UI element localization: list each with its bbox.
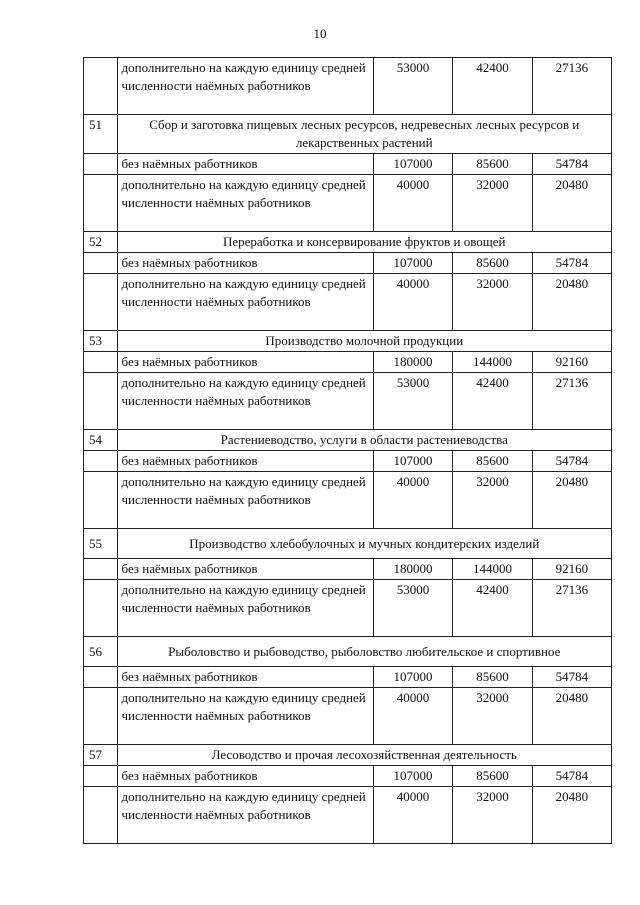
row-number-cell bbox=[84, 352, 118, 373]
value-col-1: 40000 bbox=[373, 688, 453, 745]
value-col-2: 32000 bbox=[453, 688, 533, 745]
value-col-1: 180000 bbox=[373, 559, 453, 580]
value-col-1: 40000 bbox=[373, 175, 453, 232]
row-number-cell bbox=[84, 274, 118, 331]
per-worker-row bbox=[84, 688, 612, 745]
section-number: 54 bbox=[84, 430, 118, 451]
value-col-3: 20480 bbox=[532, 787, 611, 844]
row-label: без наёмных работников bbox=[117, 154, 373, 175]
section-header-row bbox=[84, 529, 612, 559]
value-col-2: 42400 bbox=[453, 580, 533, 637]
value-col-3: 27136 bbox=[532, 58, 611, 115]
row-number-cell bbox=[84, 451, 118, 472]
value-col-2: 32000 bbox=[453, 472, 533, 529]
value-col-2: 85600 bbox=[453, 766, 533, 787]
per-worker-row bbox=[84, 58, 612, 115]
row-number-cell bbox=[84, 787, 118, 844]
value-col-3: 20480 bbox=[532, 688, 611, 745]
per-worker-row bbox=[84, 580, 612, 637]
value-col-1: 107000 bbox=[373, 253, 453, 274]
value-col-1: 107000 bbox=[373, 154, 453, 175]
row-label: дополнительно на каждую единицу средней численности наёмных работников bbox=[117, 58, 373, 115]
rates-table bbox=[83, 57, 612, 844]
row-number-cell bbox=[84, 175, 118, 232]
value-col-1: 40000 bbox=[373, 787, 453, 844]
page-number: 10 bbox=[313, 26, 327, 41]
value-col-3: 92160 bbox=[532, 352, 611, 373]
row-number-cell bbox=[84, 154, 118, 175]
section-header-row bbox=[84, 430, 612, 451]
value-col-3: 27136 bbox=[532, 580, 611, 637]
row-number-cell bbox=[84, 472, 118, 529]
value-col-2: 32000 bbox=[453, 787, 533, 844]
section-header-row bbox=[84, 115, 612, 154]
row-number-cell bbox=[84, 688, 118, 745]
row-label: без наёмных работников bbox=[117, 451, 373, 472]
value-col-1: 107000 bbox=[373, 451, 453, 472]
value-col-1: 107000 bbox=[373, 667, 453, 688]
value-col-3: 54784 bbox=[532, 451, 611, 472]
value-col-3: 20480 bbox=[532, 175, 611, 232]
row-label: дополнительно на каждую единицу средней численности наёмных работников bbox=[117, 373, 373, 430]
value-col-3: 54784 bbox=[532, 667, 611, 688]
row-label: без наёмных работников bbox=[117, 352, 373, 373]
row-label: без наёмных работников bbox=[117, 253, 373, 274]
row-number-cell bbox=[84, 580, 118, 637]
value-col-2: 32000 bbox=[453, 274, 533, 331]
value-col-1: 53000 bbox=[373, 58, 453, 115]
section-title: Производство хлебобулочных и мучных кондитерских изделий bbox=[117, 529, 612, 559]
value-col-2: 144000 bbox=[453, 352, 533, 373]
section-number: 52 bbox=[84, 232, 118, 253]
row-number-cell bbox=[84, 373, 118, 430]
section-header-row bbox=[84, 745, 612, 766]
section-header-row bbox=[84, 232, 612, 253]
row-label: без наёмных работников bbox=[117, 667, 373, 688]
section-title: Лесоводство и прочая лесохозяйственная деятельность bbox=[117, 745, 612, 766]
no-workers-row bbox=[84, 352, 612, 373]
no-workers-row bbox=[84, 253, 612, 274]
row-number-cell bbox=[84, 667, 118, 688]
no-workers-row bbox=[84, 766, 612, 787]
section-title: Рыболовство и рыбоводство, рыболовство любительское и спортивное bbox=[117, 637, 612, 667]
no-workers-row bbox=[84, 559, 612, 580]
section-number: 51 bbox=[84, 115, 118, 154]
value-col-1: 180000 bbox=[373, 352, 453, 373]
value-col-2: 85600 bbox=[453, 451, 533, 472]
row-number-cell bbox=[84, 58, 118, 115]
value-col-3: 54784 bbox=[532, 253, 611, 274]
value-col-1: 40000 bbox=[373, 274, 453, 331]
value-col-1: 53000 bbox=[373, 580, 453, 637]
value-col-2: 85600 bbox=[453, 154, 533, 175]
value-col-2: 42400 bbox=[453, 58, 533, 115]
section-title: Растениеводство, услуги в области растениеводства bbox=[117, 430, 612, 451]
value-col-1: 107000 bbox=[373, 766, 453, 787]
section-header-row bbox=[84, 637, 612, 667]
section-title: Сбор и заготовка пищевых лесных ресурсов, недревесных лесных ресурсов и лекарственных растений bbox=[117, 115, 612, 154]
rates-table-body bbox=[84, 58, 612, 844]
section-title: Переработка и консервирование фруктов и овощей bbox=[117, 232, 612, 253]
value-col-1: 53000 bbox=[373, 373, 453, 430]
no-workers-row bbox=[84, 667, 612, 688]
value-col-3: 54784 bbox=[532, 154, 611, 175]
section-number: 57 bbox=[84, 745, 118, 766]
row-label: дополнительно на каждую единицу средней численности наёмных работников bbox=[117, 580, 373, 637]
value-col-2: 85600 bbox=[453, 667, 533, 688]
no-workers-row bbox=[84, 451, 612, 472]
section-number: 55 bbox=[84, 529, 118, 559]
value-col-1: 40000 bbox=[373, 472, 453, 529]
section-header-row bbox=[84, 331, 612, 352]
row-label: дополнительно на каждую единицу средней численности наёмных работников bbox=[117, 472, 373, 529]
row-label: без наёмных работников bbox=[117, 766, 373, 787]
value-col-3: 92160 bbox=[532, 559, 611, 580]
per-worker-row bbox=[84, 472, 612, 529]
section-number: 53 bbox=[84, 331, 118, 352]
per-worker-row bbox=[84, 787, 612, 844]
no-workers-row bbox=[84, 154, 612, 175]
row-number-cell bbox=[84, 253, 118, 274]
value-col-3: 54784 bbox=[532, 766, 611, 787]
value-col-2: 85600 bbox=[453, 253, 533, 274]
row-label: дополнительно на каждую единицу средней численности наёмных работников bbox=[117, 175, 373, 232]
row-label: дополнительно на каждую единицу средней численности наёмных работников bbox=[117, 787, 373, 844]
section-title: Производство молочной продукции bbox=[117, 331, 612, 352]
value-col-3: 20480 bbox=[532, 472, 611, 529]
row-number-cell bbox=[84, 766, 118, 787]
per-worker-row bbox=[84, 274, 612, 331]
row-label: дополнительно на каждую единицу средней численности наёмных работников bbox=[117, 688, 373, 745]
row-number-cell bbox=[84, 559, 118, 580]
value-col-2: 42400 bbox=[453, 373, 533, 430]
section-number: 56 bbox=[84, 637, 118, 667]
per-worker-row bbox=[84, 373, 612, 430]
value-col-3: 20480 bbox=[532, 274, 611, 331]
row-label: дополнительно на каждую единицу средней численности наёмных работников bbox=[117, 274, 373, 331]
row-label: без наёмных работников bbox=[117, 559, 373, 580]
value-col-3: 27136 bbox=[532, 373, 611, 430]
value-col-2: 144000 bbox=[453, 559, 533, 580]
per-worker-row bbox=[84, 175, 612, 232]
value-col-2: 32000 bbox=[453, 175, 533, 232]
